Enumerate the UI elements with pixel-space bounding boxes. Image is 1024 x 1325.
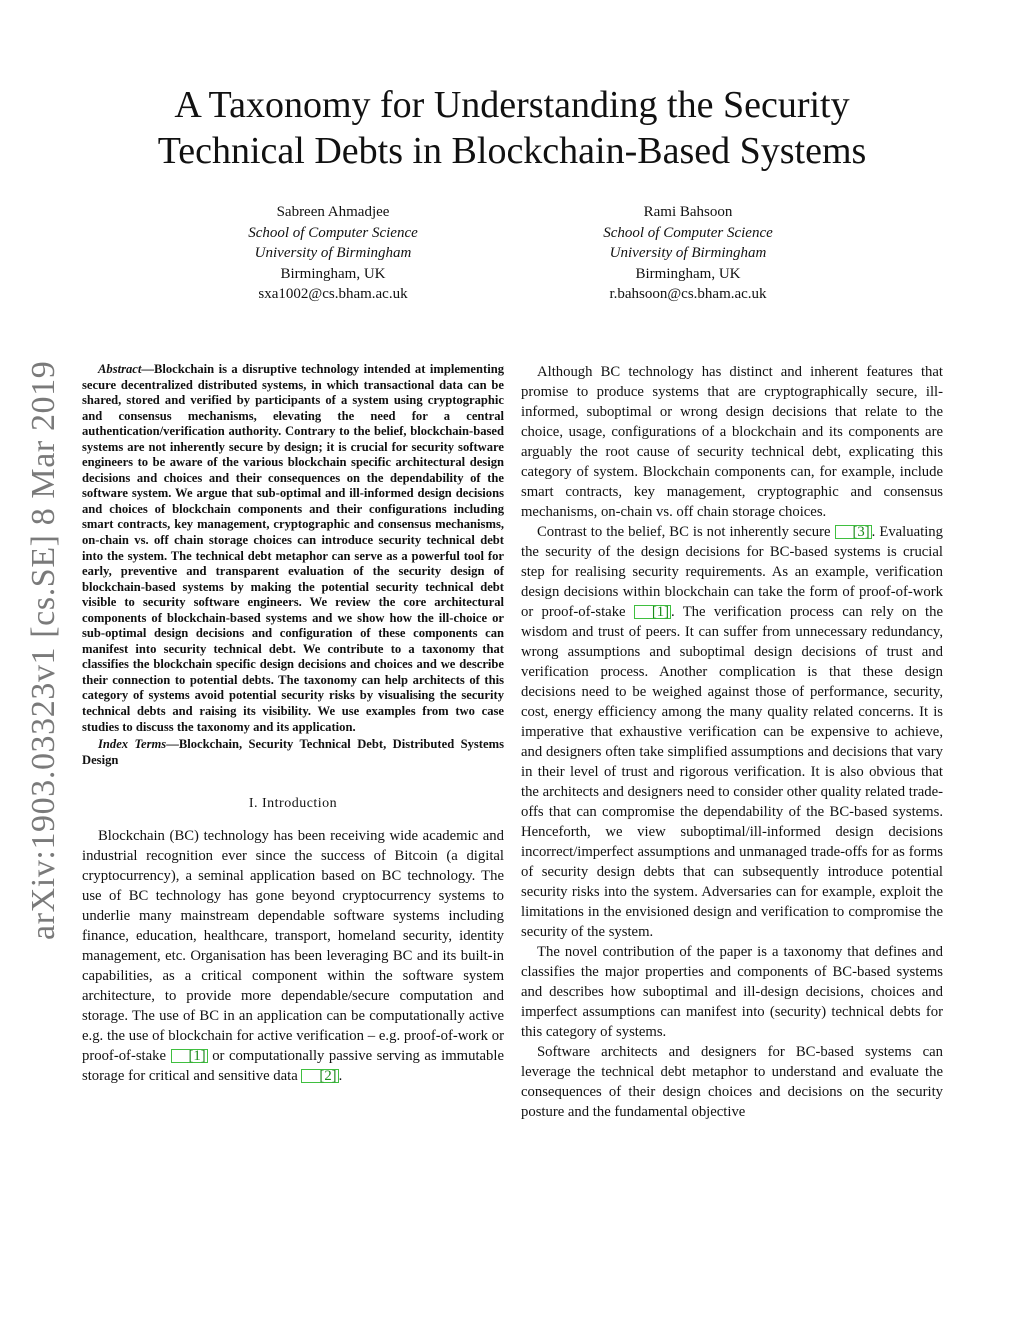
body-paragraph-1: Although BC technology has distinct and inherent features that promise to produce systems that are cryptographically secure, ill-informed, suboptimal or wrong design decisions that relate to the choice, usage, configurations of a blockchain and its components are arguably the root cause of security technical debt, explicating this category of system. Blockchain components can, for example, include smart contracts, key management, cryptographic and consensus mechanisms, on-chain vs. off chain storage choices. <box>521 364 943 520</box>
citation-link[interactable]: [1] <box>171 1049 208 1063</box>
p2-text-b: . Evaluating the security of the design decisions for BC-based systems is crucial step for realising security requirements. As an example, verification design decisions within blockchain can take the form of proof-of-work or proof-of-stake <box>521 524 943 620</box>
p2-text-a: Contrast to the belief, BC is not inherently secure <box>537 524 835 540</box>
paper-title <box>0 82 1024 174</box>
author-block-1 <box>183 202 483 305</box>
intro-text-b: or computationally passive serving as immutable storage for critical and sensitive data <box>82 1048 504 1085</box>
author-city: Birmingham, UK <box>635 265 741 282</box>
index-terms <box>82 737 504 768</box>
author-block-2 <box>538 202 838 305</box>
citation-link[interactable]: [2] <box>301 1069 338 1083</box>
abstract-lead: Abstract <box>98 362 142 376</box>
author-department: School of Computer Science <box>603 224 773 241</box>
citation-link[interactable]: [3] <box>835 525 872 539</box>
author-name: Sabreen Ahmadjee <box>276 204 390 220</box>
author-university: University of Birmingham <box>254 245 412 261</box>
index-terms-text: —Blockchain, Security Technical Debt, Distributed Systems Design <box>82 737 504 767</box>
body-paragraph-4: Software architects and designers for BC-based systems can leverage the technical debt metaphor to understand and evaluate the consequences of their design choices and decisions on the security posture and the fundamental objective <box>521 1044 943 1120</box>
arxiv-side-stamp: arXiv:1903.03323v1 [cs.SE] 8 Mar 2019 <box>25 360 62 940</box>
body-paragraph-3: The novel contribution of the paper is a taxonomy that defines and classifies the major properties and components of BC-based systems and describes how suboptimal and ill-design decisions, choices and imperfect assumptions can manifest into (security) technical debts for this category of systems. <box>521 944 943 1040</box>
author-name: Rami Bahsoon <box>643 204 733 220</box>
author-city: Birmingham, UK <box>280 265 386 282</box>
body-paragraph-2 <box>521 522 943 942</box>
right-column <box>521 362 943 1122</box>
title-line-2: Technical Debts in Blockchain-Based Systems <box>157 130 867 172</box>
index-terms-lead: Index Terms <box>98 737 167 752</box>
author-department: School of Computer Science <box>248 224 418 241</box>
section-heading-introduction: I. Introduction <box>248 796 338 812</box>
left-column <box>82 362 504 1086</box>
intro-text-c: . <box>338 1068 343 1085</box>
intro-paragraph-1 <box>82 826 504 1086</box>
p2-text-c: . The verification process can rely on the wisdom and trust of peers. It can suffer from unnecessary redundancy, wrong assumptions and suboptimal design decisions of trust and verification process. Another complication is that these design decisions need to be weighed against those of performance, security, cost, energy efficiency among the many quality related concerns. It is imperative that exhaustive verification can be expensive to achieve, and designers often take simplified assumptions and decisions that vary in their level of trust and rigorous verification. It is also obvious that the architects and designers need to consider other quality related trade-offs that can compromise the dependability of the BC-based systems. Henceforth, we view suboptimal/ill-informed design decisions incorrect/imperfect assumptions and unmanaged trade-offs for as forms of security design debts that can subsequently introduce potential security risks into the system. Adversaries can for example, exploit the limitations in the envisioned design and verification to compromise the security of the system. <box>521 604 943 940</box>
author-email: sxa1002@cs.bham.ac.uk <box>258 286 408 302</box>
author-email: r.bahsoon@cs.bham.ac.uk <box>609 286 767 302</box>
abstract-text: —Blockchain is a disruptive technology intended at implementing secure decentralized distributed systems, in which transactional data can be shared, stored and verified by participants of a system using cryptographic and consensus mechanisms, elevating the need for a central authentication/verification authority. Contrary to the belief, blockchain-based systems are not inherently secure by design; it is crucial for security software engineers to be aware of the various blockchain specific architectural design decisions and choices and their consequences on the dependability of the software system. We argue that sub-optimal and ill-informed design decisions and choices of blockchain components and their configurations including smart contracts, key management, cryptographic and consensus mechanisms, on-chain vs. off chain storage choices can introduce security technical debt into the system. The technical debt metaphor can serve as a powerful tool for early, preventive and transparent evaluation of the security design of blockchain-based systems by making the potential security technical debt visible to security software engineers. We review the core architectural components of blockchain-based systems and we show how the ill-choice or sub-optimal design decisions and configuration of these components can manifest into security technical debt. We contribute to a taxonomy that classifies the blockchain specific design decisions and choices and we describe their connection to potential debts. The taxonomy can help architects of this category of systems avoid potential security risks by visualising the security technical debts and raising its visibility. We use examples from two case studies to discuss the taxonomy and its application. <box>82 362 504 734</box>
author-university: University of Birmingham <box>609 245 767 261</box>
title-line-1: A Taxonomy for Understanding the Security <box>174 84 850 126</box>
abstract <box>82 362 504 735</box>
intro-text-a: Blockchain (BC) technology has been receiving wide academic and industrial recognition ever since the success of Bitcoin (a digital cryptocurrency), a seminal application based on BC technology. The use of BC technology has gone beyond cryptocurrency systems to underlie many mainstream dependable software systems including finance, education, healthcare, transport, homeland security, identity management, etc. Organisation has been leveraging BC and its built-in capabilities, as a critical component within the software system architecture, to provide more dependable/secure computation and storage. The use of BC in an application can be computationally active e.g. the use of blockchain for active verification – e.g. proof-of-work or proof-of-stake <box>82 828 504 1065</box>
citation-link[interactable]: [1] <box>634 605 671 619</box>
